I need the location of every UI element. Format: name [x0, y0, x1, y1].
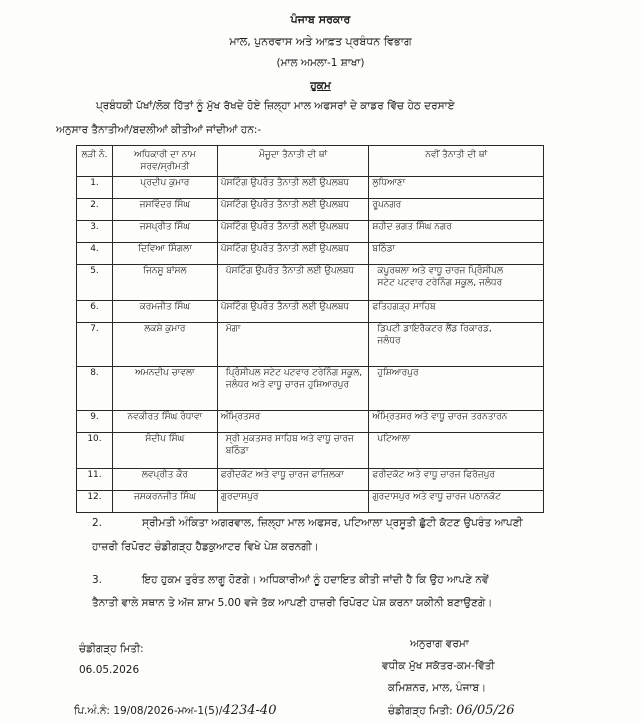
cell-officer-name-line1: ਜਿਨਸੂ ਬਾਂਸਲ: [143, 266, 187, 276]
header-name-line1: ਅਧਿਕਾਰੀ ਦਾ ਨਾਮ: [134, 150, 196, 160]
cell-new-posting-line1: ਬਠਿੰਡਾ: [372, 244, 396, 254]
cell-serial-line1: 8.: [90, 368, 99, 378]
cell-new-posting-line1: ਕਪੂਰਥਲਾ ਅਤੇ ਵਾਧੂ ਚਾਰਜ ਪ੍ਰਿੰਸੀਪਲ: [377, 266, 504, 276]
table-row: [77, 199, 544, 221]
cell-current-posting: [217, 265, 369, 301]
intro-line-2: ਅਨੁਸਾਰ ਤੈਨਾਤੀਆਂ/ਬਦਲੀਆਂ ਕੀਤੀਆਂ ਜਾਂਦੀਆਂ ਹਨ:-: [56, 124, 262, 136]
cell-current-posting-line1: ਪੋਸਟਿੰਗ ਉਪਰੰਤ ਤੈਨਾਤੀ ਲਈ ਉਪਲਬਧ: [220, 302, 350, 312]
cell-current-posting-line1: ਪੋਸਟਿੰਗ ਉਪਰੰਤ ਤੈਨਾਤੀ ਲਈ ਉਪਲਬਧ: [220, 200, 350, 210]
cell-serial: [77, 177, 113, 199]
cell-officer-name: [113, 433, 218, 469]
cell-current-posting-line1: ਗੁਰਦਾਸਪੁਰ: [220, 492, 259, 502]
cell-serial: [77, 469, 113, 491]
cell-officer-name-line1: ਅਮਨਦੀਪ ਚਾਵਲਾ: [135, 368, 195, 378]
cell-current-posting: [217, 301, 369, 323]
cell-officer-name: [113, 323, 218, 367]
cell-officer-name: [113, 491, 218, 513]
cell-officer-name: [113, 177, 218, 199]
table-row: [77, 367, 544, 411]
para2-line2: ਹਾਜ਼ਰੀ ਰਿਪੋਰਟ ਚੰਡੀਗੜ੍ਹ ਹੈਡਕੁਆਟਰ ਵਿਖੇ ਪੇਸ਼ ਕਰਨਗੀ।: [92, 541, 319, 553]
cell-officer-name: [113, 221, 218, 243]
cell-serial: [77, 433, 113, 469]
table-row: [77, 265, 544, 301]
place-date-label: ਚੰਡੀਗੜ੍ਹ ਮਿਤੀ:: [79, 643, 144, 655]
header-sr: ਲੜੀ ਨੰ.: [77, 146, 113, 177]
cell-current-posting: [217, 199, 369, 221]
cell-serial: [77, 199, 113, 221]
para2-line1: ਸ੍ਰੀਮਤੀ ਅੰਕਿਤਾ ਅਗਰਵਾਲ, ਜ਼ਿਲ੍ਹਾ ਮਾਲ ਅਫਸਰ, ਪਟਿਆਲਾ ਪ੍ਰਸੂਤੀ ਛੁੱਟੀ ਕੱਟਣ ਉਪਰੰਤ ਆਪਣੀ: [142, 517, 523, 529]
cell-officer-name-line1: ਸੰਦੀਪ ਸਿੰਘ: [145, 434, 185, 444]
endorsement-handwritten-number: 4234-40: [222, 703, 277, 718]
cell-current-posting: [217, 469, 369, 491]
cell-current-posting-line1: ਪ੍ਰਿੰਸੀਪਲ ਸਟੇਟ ਪਟਵਾਰ ਟਰੇਨਿੰਗ ਸਕੂਲ,: [225, 368, 363, 378]
cell-officer-name-line1: ਦਿਵਿਆ ਸਿੰਗਲਾ: [137, 244, 192, 254]
cell-new-posting-line1: ਫਤਿਹਗੜ੍ਹ ਸਾਹਿਬ: [372, 302, 436, 312]
cell-new-posting: [369, 433, 544, 469]
cell-new-posting-line1: ਫਰੀਦਕੋਟ ਅਤੇ ਵਾਧੂ ਚਾਰਜ ਫਿਰੋਜ਼ਪੁਰ: [372, 470, 495, 480]
cell-serial: [77, 265, 113, 301]
signatory-title: ਵਧੀਕ ਮੁੱਖ ਸਕੱਤਰ-ਕਮ-ਵਿੱਤੀ: [382, 660, 495, 672]
cell-serial: [77, 491, 113, 513]
cell-current-posting-line1: ਅੰਮ੍ਰਿਤਸਰ: [220, 412, 261, 422]
branch-name: (ਮਾਲ ਅਮਲਾ-1 ਸ਼ਾਖਾ): [276, 57, 365, 69]
cell-new-posting: [369, 323, 544, 367]
cell-new-posting: [369, 177, 544, 199]
cell-current-posting: [217, 243, 369, 265]
cell-officer-name-line1: ਜਸਕਰਨਜੀਤ ਸਿੰਘ: [133, 492, 196, 502]
cell-officer-name: [113, 411, 218, 433]
cell-current-posting-line1: ਮੋਗਾ: [225, 324, 241, 334]
cell-serial-line1: 6.: [90, 302, 99, 312]
table-row: [77, 469, 544, 491]
table-header-row: [77, 146, 544, 177]
cell-new-posting-line1: ਡਿਪਟੀ ਡਾਇਰੈਕਟਰ ਲੈਂਡ ਰਿਕਾਰਡ,: [377, 324, 492, 334]
cell-serial-line1: 7.: [90, 324, 99, 334]
cell-officer-name: [113, 199, 218, 221]
cell-officer-name: [113, 243, 218, 265]
cell-current-posting-line1: ਪੋਸਟਿੰਗ ਉਪਰੰਤ ਤੈਨਾਤੀ ਲਈ ਉਪਲਬਧ: [220, 222, 350, 232]
header-name: [113, 146, 218, 177]
endorsement-label: ਪਿ.ਅੰ.ਨੰ:: [74, 705, 110, 717]
cell-serial-line1: 4.: [90, 244, 99, 254]
signatory-name: ਅਨੁਰਾਗ ਵਰਮਾ: [410, 638, 469, 650]
cell-serial: [77, 301, 113, 323]
cell-new-posting: [369, 199, 544, 221]
cell-serial: [77, 243, 113, 265]
endorsement-date-line: [388, 703, 514, 718]
intro-line-1: ਪ੍ਰਬੰਧਕੀ ਪੱਖਾਂ/ਲੋਕ ਹਿੱਤਾਂ ਨੂੰ ਮੁੱਖ ਰੱਖਦੇ ਹੋਏ ਜ਼ਿਲ੍ਹਾ ਮਾਲ ਅਫਸਰਾਂ ਦੇ ਕਾਡਰ ਵਿੱਚ ਹੇਠ ਦਰਸਾਏ: [96, 100, 455, 112]
table-row: [77, 243, 544, 265]
cell-new-posting: [369, 411, 544, 433]
table-row: [77, 433, 544, 469]
header-new: ਨਵੀਂ ਤੈਨਾਤੀ ਦੀ ਥਾਂ: [369, 146, 544, 177]
cell-serial-line1: 1.: [90, 178, 99, 188]
signatory-department: ਕਮਿਸ਼ਨਰ, ਮਾਲ, ਪੰਜਾਬ।: [388, 682, 487, 694]
cell-officer-name-line1: ਜਸਪ੍ਰੀਤ ਸਿੰਘ: [139, 222, 190, 232]
cell-current-posting: [217, 323, 369, 367]
cell-officer-name-line1: ਲਕਸ਼ੇ ਕੁਮਾਰ: [144, 324, 186, 334]
cell-new-posting: [369, 243, 544, 265]
transfer-table: [76, 145, 544, 513]
cell-current-posting: [217, 411, 369, 433]
cell-serial-line1: 10.: [87, 434, 102, 444]
cell-serial-line1: 5.: [90, 266, 99, 276]
cell-current-posting: [217, 491, 369, 513]
cell-serial: [77, 411, 113, 433]
endorsement-date-label: ਚੰਡੀਗੜ੍ਹ ਮਿਤੀ:: [388, 705, 453, 717]
header-name-line2: ਸਰਵ/ਸ੍ਰੀਮਤੀ: [140, 162, 190, 172]
cell-current-posting-line1: ਪੋਸਟਿੰਗ ਉਪਰੰਤ ਤੈਨਾਤੀ ਲਈ ਉਪਲਬਧ: [220, 244, 350, 254]
cell-officer-name-line1: ਨਵਕੀਰਤ ਸਿੰਘ ਰੰਧਾਵਾ: [127, 412, 203, 422]
cell-officer-name-line1: ਲਵਪ੍ਰੀਤ ਕੌਰ: [141, 470, 188, 480]
endorsement-line: [74, 703, 276, 718]
cell-officer-name: [113, 367, 218, 411]
cell-new-posting: [369, 491, 544, 513]
cell-current-posting: [217, 367, 369, 411]
cell-new-posting: [369, 367, 544, 411]
cell-serial: [77, 323, 113, 367]
header-current: ਮੌਜੂਦਾ ਤੈਨਾਤੀ ਦੀ ਥਾਂ: [217, 146, 369, 177]
cell-new-posting-line1: ਰੂਪਨਗਰ: [372, 200, 402, 210]
para3-line2: ਤੈਨਾਤੀ ਵਾਲੇ ਸਥਾਨ ਤੇ ਅੱਜ ਸ਼ਾਮ 5.00 ਵਜੇ ਤੱਕ ਆਪਣੀ ਹਾਜ਼ਰੀ ਰਿਪੋਰਟ ਪੇਸ਼ ਕਰਨਾ ਯਕੀਨੀ ਬਣਾਉਣਗੇ।: [92, 597, 493, 609]
cell-serial: [77, 367, 113, 411]
cell-new-posting-line1: ਹੁਸ਼ਿਆਰਪੁਰ: [377, 368, 419, 378]
cell-new-posting-line2: ਸਟੇਟ ਪਟਵਾਰ ਟਰੇਨਿੰਗ ਸਕੂਲ, ਜਲੰਧਰ: [377, 278, 503, 288]
cell-officer-name: [113, 469, 218, 491]
cell-current-posting-line1: ਸ੍ਰੀ ਮੁਕਤਸਰ ਸਾਹਿਬ ਅਤੇ ਵਾਧੂ ਚਾਰਜ: [225, 434, 354, 444]
cell-current-posting: [217, 221, 369, 243]
cell-serial-line1: 12.: [87, 492, 102, 502]
order-heading: ਹੁਕਮ: [310, 80, 331, 92]
cell-serial-line1: 2.: [90, 200, 99, 210]
cell-officer-name: [113, 265, 218, 301]
cell-new-posting: [369, 221, 544, 243]
cell-current-posting-line2: ਬਠਿੰਡਾ: [225, 446, 249, 456]
para3-number: 3.: [92, 574, 103, 586]
cell-serial: [77, 221, 113, 243]
cell-current-posting-line2: ਜਲੰਧਰ ਅਤੇ ਵਾਧੂ ਚਾਰਜ ਹੁਸ਼ਿਆਰਪੁਰ: [225, 380, 350, 390]
cell-serial-line1: 9.: [90, 412, 99, 422]
cell-officer-name-line1: ਕਰਮਜੀਤ ਸਿੰਘ: [139, 302, 191, 312]
cell-serial-line1: 3.: [90, 222, 99, 232]
cell-current-posting: [217, 433, 369, 469]
cell-current-posting: [217, 177, 369, 199]
table-row: [77, 491, 544, 513]
table-row: [77, 221, 544, 243]
para2-number: 2.: [92, 517, 103, 529]
cell-new-posting-line2: ਜਲੰਧਰ: [377, 336, 401, 346]
endorsement-handwritten-date: 06/05/26: [456, 703, 515, 718]
cell-current-posting-line1: ਫਰੀਦਕੋਟ ਅਤੇ ਵਾਧੂ ਚਾਰਜ ਫਾਜ਼ਿਲਕਾ: [220, 470, 344, 480]
cell-new-posting-line1: ਸ਼ਹੀਦ ਭਗਤ ਸਿੰਘ ਨਗਰ: [372, 222, 452, 232]
para3-line1: ਇਹ ਹੁਕਮ ਤੁਰੰਤ ਲਾਗੂ ਹੋਣਗੇ। ਅਧਿਕਾਰੀਆਂ ਨੂੰ ਹਦਾਇਤ ਕੀਤੀ ਜਾਂਦੀ ਹੈ ਕਿ ਉਹ ਆਪਣੇ ਨਵੇਂ: [142, 574, 489, 586]
table-row: [77, 301, 544, 323]
table-row: [77, 177, 544, 199]
cell-current-posting-line1: ਪੋਸਟਿੰਗ ਉਪਰੰਤ ਤੈਨਾਤੀ ਲਈ ਉਪਲਬਧ: [225, 266, 355, 276]
cell-new-posting-line1: ਪਟਿਆਲਾ: [377, 434, 411, 444]
cell-officer-name: [113, 301, 218, 323]
cell-new-posting-line1: ਗੁਰਦਾਸਪੁਰ ਅਤੇ ਵਾਧੂ ਚਾਰਜ ਪਠਾਨਕੋਟ: [372, 492, 501, 502]
cell-new-posting-line1: ਲੁਧਿਆਣਾ: [372, 178, 406, 188]
cell-new-posting: [369, 301, 544, 323]
cell-officer-name-line1: ਜਸਵਿੰਦਰ ਸਿੰਘ: [139, 200, 191, 210]
endorsement-number: 19/08/2026-ਮਅ-1(5)/: [113, 705, 223, 717]
department-name: ਮਾਲ, ਪੁਨਰਵਾਸ ਅਤੇ ਆਫ਼ਤ ਪ੍ਰਬੰਧਨ ਵਿਭਾਗ: [229, 35, 412, 48]
cell-new-posting: [369, 469, 544, 491]
cell-officer-name-line1: ਪ੍ਰਦੀਪ ਕੁਮਾਰ: [140, 178, 190, 188]
government-name: ਪੰਜਾਬ ਸਰਕਾਰ: [290, 13, 351, 26]
order-date: 06.05.2026: [79, 664, 140, 676]
cell-new-posting-line1: ਅੰਮ੍ਰਿਤਸਰ ਅਤੇ ਵਾਧੂ ਚਾਰਜ ਤਰਨਤਾਰਨ: [372, 412, 508, 422]
cell-new-posting: [369, 265, 544, 301]
cell-serial-line1: 11.: [87, 470, 102, 480]
table-row: [77, 323, 544, 367]
table-row: [77, 411, 544, 433]
cell-current-posting-line1: ਪੋਸਟਿੰਗ ਉਪਰੰਤ ਤੈਨਾਤੀ ਲਈ ਉਪਲਬਧ: [220, 178, 350, 188]
